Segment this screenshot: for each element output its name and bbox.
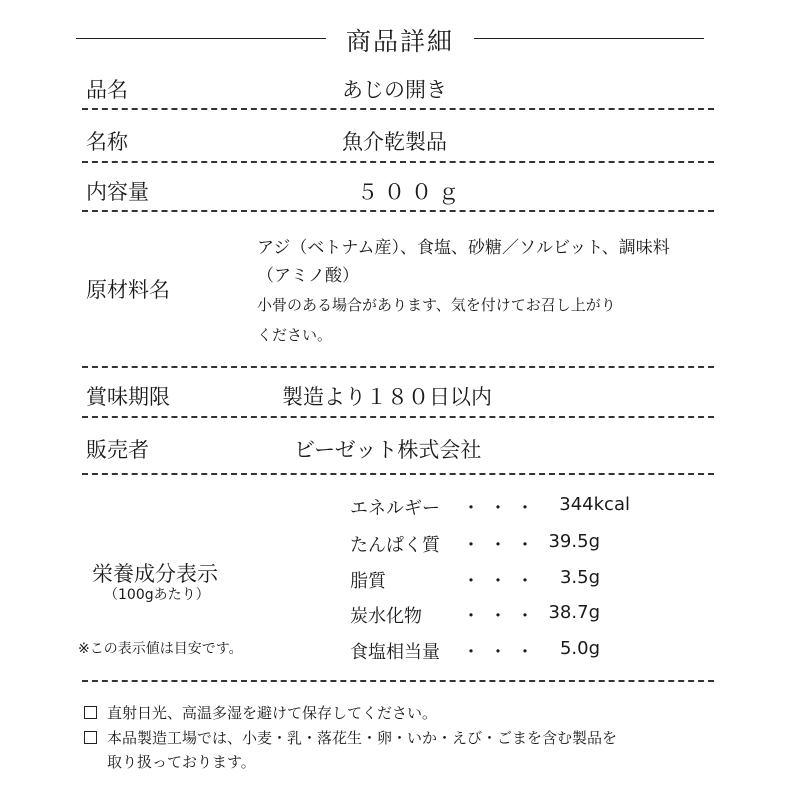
nutrition-item-name: 食塩相当量 — [350, 642, 440, 663]
row-divider — [82, 680, 714, 682]
footer-note-text: 直射日光、高温多湿を避けて保存してください。 — [107, 704, 438, 722]
nutrition-label: 栄養成分表示 — [92, 562, 218, 586]
ingredients-line1: アジ（ベトナム産）、食塩、砂糖／ソルビット、調味料 — [257, 238, 670, 258]
row-divider — [82, 416, 714, 418]
footer-note — [84, 727, 617, 748]
name-label: 品名 — [86, 78, 128, 102]
checkbox-icon — [84, 731, 97, 744]
nutrition-dots: ・・・ — [462, 642, 543, 663]
row-divider — [82, 366, 714, 368]
row-divider — [82, 161, 714, 163]
nutrition-item-value: 3.5g — [559, 567, 600, 588]
category-value: 魚介乾製品 — [342, 130, 447, 154]
row-divider — [82, 210, 714, 212]
nutrition-note: ※この表示値は目安です。 — [78, 641, 243, 657]
checkbox-icon — [84, 706, 97, 719]
expiry-label: 賞味期限 — [86, 385, 170, 409]
footer-note-text: 本品製造工場では、小麦・乳・落花生・卵・いか・えび・ごまを含む製品を — [107, 729, 618, 747]
nutrition-item-value: 344kcal — [559, 494, 630, 515]
nutrition-item-value: 39.5g — [548, 531, 600, 552]
nutrition-item-value: 5.0g — [559, 638, 600, 659]
row-divider — [82, 108, 714, 110]
nutrition-dots: ・・・ — [462, 571, 543, 592]
amount-label: 内容量 — [86, 180, 149, 204]
ingredients-label: 原材料名 — [86, 278, 170, 302]
seller-label: 販売者 — [86, 438, 149, 462]
nutrition-dots: ・・・ — [462, 606, 543, 627]
footer-note-continuation: 取り扱っております。 — [107, 753, 256, 771]
name-value: あじの開き — [342, 78, 447, 102]
page-title: 商品詳細 — [0, 22, 800, 58]
nutrition-item-name: エネルギー — [350, 498, 440, 519]
nutrition-item-name: 脂質 — [350, 571, 386, 592]
nutrition-dots: ・・・ — [462, 535, 543, 556]
category-label: 名称 — [86, 130, 128, 154]
footer-note — [84, 702, 437, 723]
nutrition-sublabel: （100gあたり） — [104, 587, 210, 603]
nutrition-item-name: 炭水化物 — [350, 606, 422, 627]
ingredients-note1: 小骨のある場合があります、気を付けてお召し上がり — [257, 296, 616, 314]
seller-value: ビーゼット株式会社 — [294, 438, 482, 462]
nutrition-item-value: 38.7g — [548, 602, 600, 623]
nutrition-item-name: たんぱく質 — [350, 535, 440, 556]
row-divider — [82, 473, 714, 475]
amount-value: ５００ｇ — [357, 180, 465, 204]
nutrition-dots: ・・・ — [462, 498, 543, 519]
ingredients-line2: （アミノ酸） — [257, 266, 359, 286]
ingredients-note2: ください。 — [257, 326, 333, 344]
expiry-value: 製造より１８０日以内 — [282, 385, 492, 409]
